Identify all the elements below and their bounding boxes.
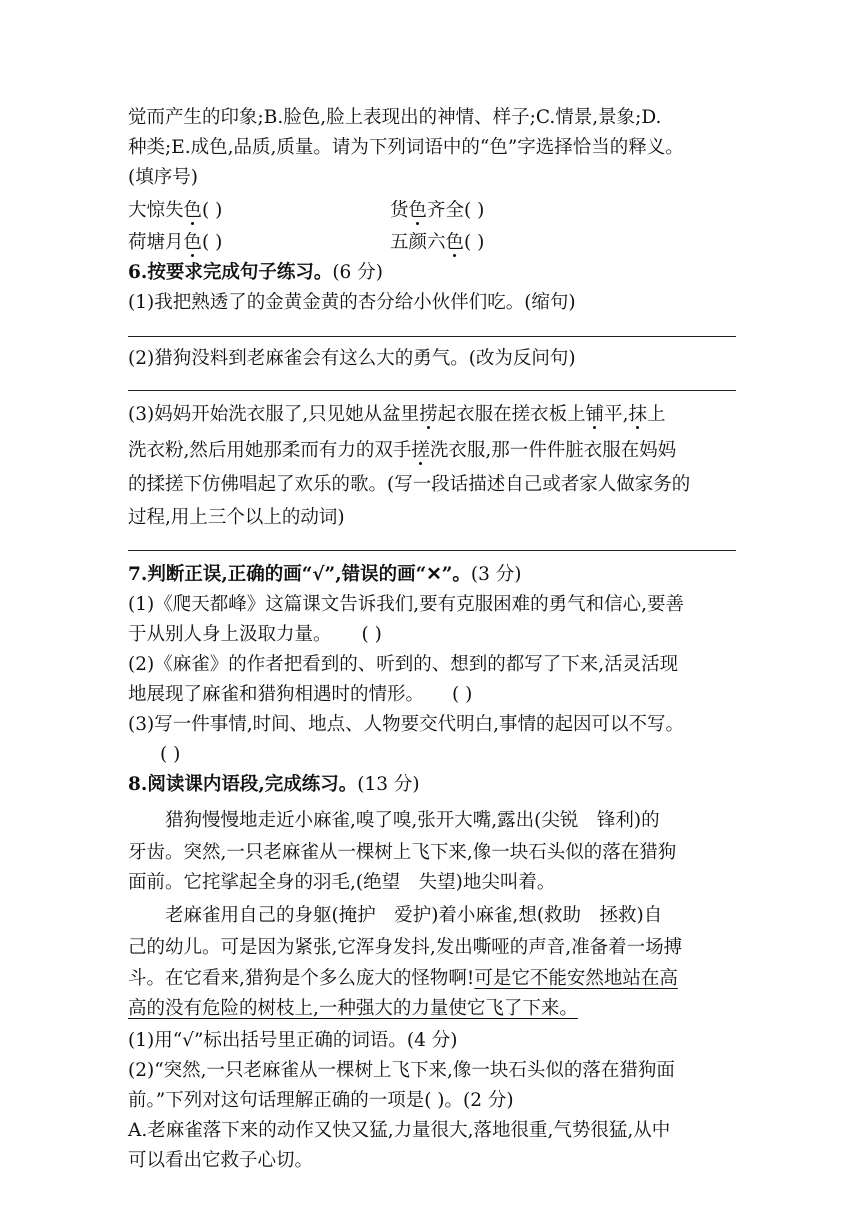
q5-item: 荷塘月色( ) xyxy=(128,232,223,253)
q6-sentence-3-line: (3)妈妈开始洗衣服了,只见她从盆里捞起衣服在搓衣板上铺平,抹上 xyxy=(128,404,666,425)
dotted-char: 抹 xyxy=(628,404,648,425)
dotted-char: 色 xyxy=(183,232,203,253)
q7-item-1: (1)《爬天都峰》这篇课文告诉我们,要有克服困难的勇气和信心,要善 xyxy=(128,594,684,615)
q5-item: 五颜六色( ) xyxy=(390,232,485,253)
q6-title: 6.按要求完成句子练习。 xyxy=(128,262,333,283)
q6-sentence-1: (1)我把熟透了的金黄金黄的杏分给小伙伴们吃。(缩句) xyxy=(128,292,576,313)
q5-definition-line: 种类;E.成色,品质,质量。请为下列词语中的“色”字选择恰当的释义。 xyxy=(128,137,684,158)
passage-line: 猎狗慢慢地走近小麻雀,嗅了嗅,张开大嘴,露出(尖锐 锋利)的 xyxy=(165,810,660,831)
q8-title: 8.阅读课内语段,完成练习。 xyxy=(128,774,358,795)
q6-score: (6 分) xyxy=(332,262,383,283)
q7-heading xyxy=(128,560,738,590)
answer-blank[interactable]: ( ) xyxy=(202,200,223,221)
q5-definition-line: (填序号) xyxy=(128,167,198,188)
answer-line[interactable] xyxy=(128,550,736,551)
dotted-char: 色 xyxy=(183,200,203,221)
q8-subquestion-2: (2)“突然,一只老麻雀从一棵树上飞下来,像一块石头似的落在猎狗面 xyxy=(128,1060,675,1081)
q6-sentence-3-line: 洗衣粉,然后用她那柔而有力的双手搓洗衣服,那一件件脏衣服在妈妈 xyxy=(128,440,677,461)
q7-score: (3 分) xyxy=(470,564,522,585)
dotted-char: 搓 xyxy=(411,440,430,461)
q6-heading xyxy=(128,258,738,288)
answer-line[interactable] xyxy=(128,390,736,391)
q5-item: 大惊失色( ) xyxy=(128,200,223,221)
dotted-char: 色 xyxy=(445,232,465,253)
answer-blank[interactable]: ( ) xyxy=(202,232,223,253)
passage-line xyxy=(128,994,738,1024)
q6-sentence-3-line: 过程,用上三个以上的动词) xyxy=(128,507,345,528)
q7-item-2-cont: 地展现了麻雀和猎狗相遇时的情形。 ( ) xyxy=(128,684,473,705)
underlined-sentence: 可是它不能安然地站在高 xyxy=(474,968,678,989)
q8-subquestion-1: (1)用“√”标出括号里正确的词语。(4 分) xyxy=(128,1030,458,1051)
q7-item-2: (2)《麻雀》的作者把看到的、听到的、想到的都写了下来,活灵活现 xyxy=(128,654,679,675)
q5-item: 货色齐全( ) xyxy=(390,200,485,221)
dotted-char: 捞 xyxy=(419,404,438,425)
q8-score: (13 分) xyxy=(357,774,420,795)
q6-sentence-3-line: 的揉搓下仿佛唱起了欢乐的歌。(写一段话描述自己或者家人做家务的 xyxy=(128,474,691,495)
passage-line: 己的幼儿。可是因为紧张,它浑身发抖,发出嘶哑的声音,准备着一场搏 xyxy=(128,937,683,958)
answer-line[interactable] xyxy=(128,336,736,337)
q5-definition-line: 觉而产生的印象;B.脸色,脸上表现出的神情、样子;C.情景,景象;D. xyxy=(128,107,662,128)
q6-sentence-2: (2)猎狗没料到老麻雀会有这么大的勇气。(改为反问句) xyxy=(128,348,576,369)
q8-subquestion-2-cont: 前。”下列对这句话理解正确的一项是( )。(2 分) xyxy=(128,1090,514,1111)
q8-option-a-cont: 可以看出它救子心切。 xyxy=(128,1150,314,1171)
answer-blank[interactable]: ( ) xyxy=(160,744,181,765)
answer-blank[interactable]: 齐全( ) xyxy=(427,200,485,221)
q8-heading xyxy=(128,770,738,800)
answer-blank[interactable]: ( ) xyxy=(452,684,473,705)
q8-option-a: A.老麻雀落下来的动作又快又猛,力量很大,落地很重,气势很猛,从中 xyxy=(128,1120,671,1141)
passage-line: 斗。在它看来,猎狗是个多么庞大的怪物啊!可是它不能安然地站在高 xyxy=(128,968,678,989)
dotted-char: 铺 xyxy=(585,404,605,425)
answer-blank[interactable]: ( ) xyxy=(361,624,382,645)
dotted-char: 色 xyxy=(408,200,428,221)
passage-line: 面前。它挓挲起全身的羽毛,(绝望 失望)地尖叫着。 xyxy=(128,872,556,893)
passage-line: 老麻雀用自己的身躯(掩护 爱护)着小麻雀,想(救助 拯救)自 xyxy=(165,905,663,926)
passage-line: 牙齿。突然,一只老麻雀从一棵树上飞下来,像一块石头似的落在猎狗 xyxy=(128,842,677,863)
q7-title: 7.判断正误,正确的画“√”,错误的画“✕”。 xyxy=(128,564,471,585)
answer-blank[interactable]: ( ) xyxy=(464,232,485,253)
underlined-sentence: 高的没有危险的树枝上,一种强大的力量使它飞了下来。 xyxy=(128,998,578,1019)
q7-item-3: (3)写一件事情,时间、地点、人物要交代明白,事情的起因可以不写。 xyxy=(128,714,684,735)
q7-item-1-cont: 于从别人身上汲取力量。 ( ) xyxy=(128,624,382,645)
